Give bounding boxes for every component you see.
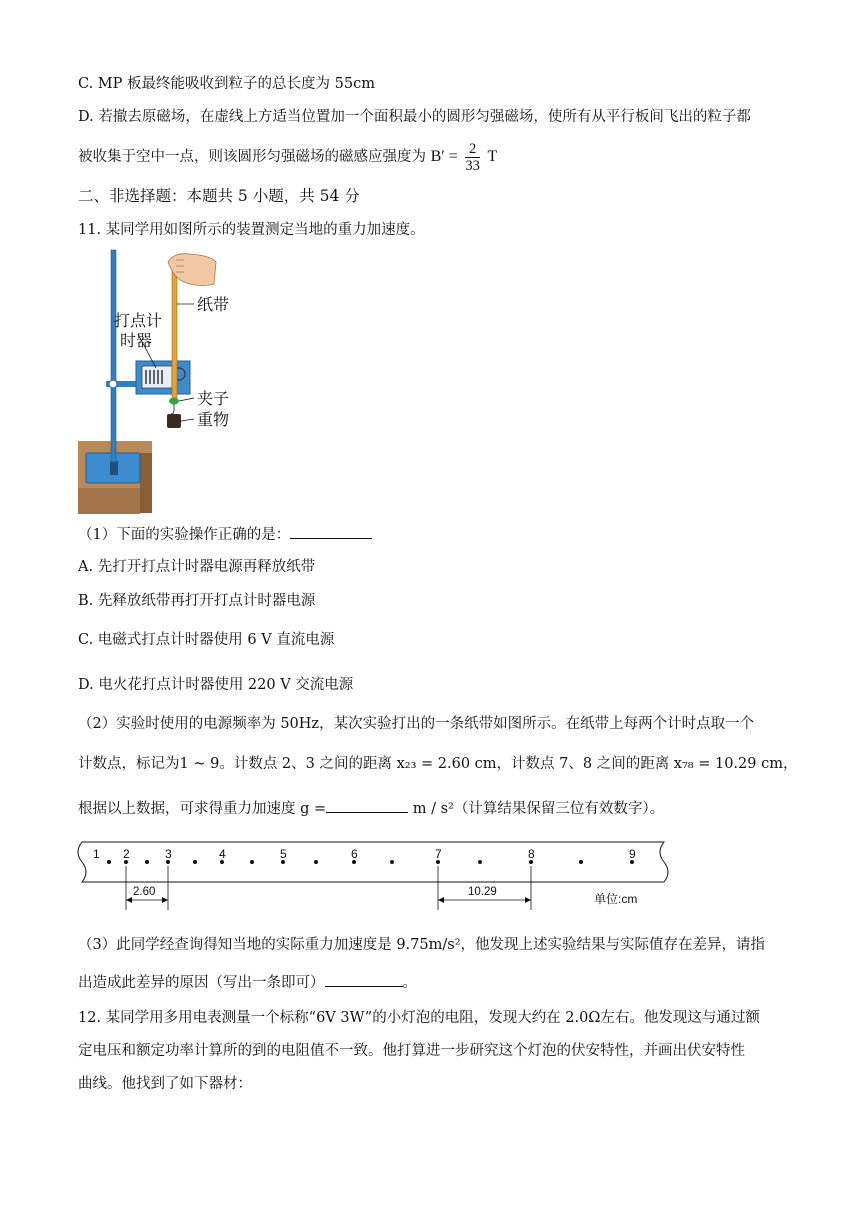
tape-dot — [145, 860, 149, 864]
q12-line3: 曲线。他找到了如下器材： — [78, 1076, 252, 1092]
tape-point-label: 2 — [123, 847, 130, 861]
formula-lhs: B′ = — [430, 148, 458, 165]
tape-dot — [250, 860, 254, 864]
q11-part2-line3 — [78, 798, 664, 819]
tape-dot — [107, 860, 111, 864]
fraction-denominator: 33 — [465, 157, 480, 174]
q11-part2-line1: （2）实验时使用的电源频率为 50Hz，某次实验打出的一条纸带如图所示。在纸带上每两个计时点取一个 — [78, 716, 755, 732]
tape-point-label: 1 — [93, 847, 100, 861]
label-timer-2: 时器 — [120, 333, 153, 350]
unit-label: 单位:cm — [594, 892, 638, 906]
answer-blank-2[interactable] — [326, 798, 408, 813]
weight — [167, 414, 181, 428]
q11-part1-question — [78, 524, 372, 545]
unit-ms2: m / s² — [412, 801, 454, 817]
tape-dot — [193, 860, 197, 864]
q11-part1-text: （1）下面的实验操作正确的是： — [78, 527, 291, 543]
option-c-previous: C. MP 板最终能吸收到粒子的总长度为 55cm — [78, 76, 375, 92]
option-d-previous-line2 — [78, 139, 497, 175]
q11-part2-line2: 计数点，标记为1 ~ 9。计数点 2、3 之间的距离 x₂₃ = 2.60 cm，计数点 7、8 之间的距离 x₇₈ = 10.29 cm， — [78, 756, 798, 772]
formula-unit: T — [487, 148, 498, 165]
q11-part3-line2 — [78, 972, 417, 993]
label-timer-1: 打点计 — [114, 313, 163, 330]
clip — [169, 398, 179, 405]
q11-option-b: B. 先释放纸带再打开打点计时器电源 — [78, 593, 316, 609]
label-weight: 重物 — [197, 412, 230, 429]
apparatus-figure — [76, 248, 236, 516]
option-d-previous-line1: D. 若撤去原磁场，在虚线上方适当位置加一个面积最小的圆形匀强磁场，使所有从平行板间飞出的粒子都 — [78, 109, 751, 125]
fraction-numerator: 2 — [465, 141, 480, 158]
tape-point-label: 4 — [219, 847, 226, 861]
q11-option-c: C. 电磁式打点计时器使用 6 V 直流电源 — [78, 632, 335, 648]
tape-point-label: 7 — [435, 847, 442, 861]
answer-blank-3[interactable] — [325, 972, 403, 987]
q11-part2-line3-end: （计算结果保留三位有效数字）。 — [453, 801, 665, 817]
tape-dot — [579, 860, 583, 864]
q12-line1: 12. 某同学用多用电表测量一个标称“6V 3W”的小灯泡的电阻，发现大约在 2.0Ω左右。他发现这与通过额 — [78, 1010, 760, 1026]
tape-dot — [478, 860, 482, 864]
tape-point-label: 5 — [280, 847, 287, 861]
q11-part3-line1: （3）此同学经查询得知当地的实际重力加速度是 9.75m/s²，他发现上述实验结果与实际值存在差异，请指 — [78, 937, 766, 953]
tape-point-label: 3 — [165, 847, 172, 861]
stand-rod — [111, 250, 116, 462]
q11-stem: 11. 某同学用如图所示的装置测定当地的重力加速度。 — [78, 222, 425, 238]
tape-dot — [390, 860, 394, 864]
q11-part2-line3-text: 根据以上数据，可求得重力加速度 g = — [78, 801, 327, 817]
tape-dot — [314, 860, 318, 864]
tape-point-label: 9 — [629, 847, 636, 861]
answer-blank-1[interactable] — [290, 524, 372, 539]
option-d-text: 被收集于空中一点，则该圆形匀强磁场的磁感应强度为 — [78, 149, 426, 165]
tape-points — [93, 847, 636, 864]
paper-tape-figure — [76, 836, 672, 916]
fraction — [465, 141, 480, 174]
q11-option-a: A. 先打开打点计时器电源再释放纸带 — [78, 559, 316, 575]
section-2-heading: 二、非选择题：本题共 5 小题，共 54 分 — [78, 187, 360, 205]
label-paper-tape: 纸带 — [197, 297, 230, 314]
dim-10-29: 10.29 — [468, 886, 497, 898]
label-clip: 夹子 — [197, 391, 230, 408]
tape-point-label: 8 — [528, 847, 535, 861]
q11-option-d: D. 电火花打点计时器使用 220 V 交流电源 — [78, 677, 354, 693]
q11-part3-line2-text: 出造成此差异的原因（写出一条即可） — [78, 975, 325, 991]
q11-part3-line2-end: 。 — [402, 975, 417, 991]
q12-line2: 定电压和额定功率计算所的到的电阻值不一致。他打算进一步研究这个灯泡的伏安特性，并画出伏安特性 — [78, 1043, 745, 1059]
paper-tape — [172, 268, 177, 400]
table-leg — [140, 453, 152, 513]
tape-point-label: 6 — [351, 847, 358, 861]
dim-2-60: 2.60 — [133, 886, 156, 898]
